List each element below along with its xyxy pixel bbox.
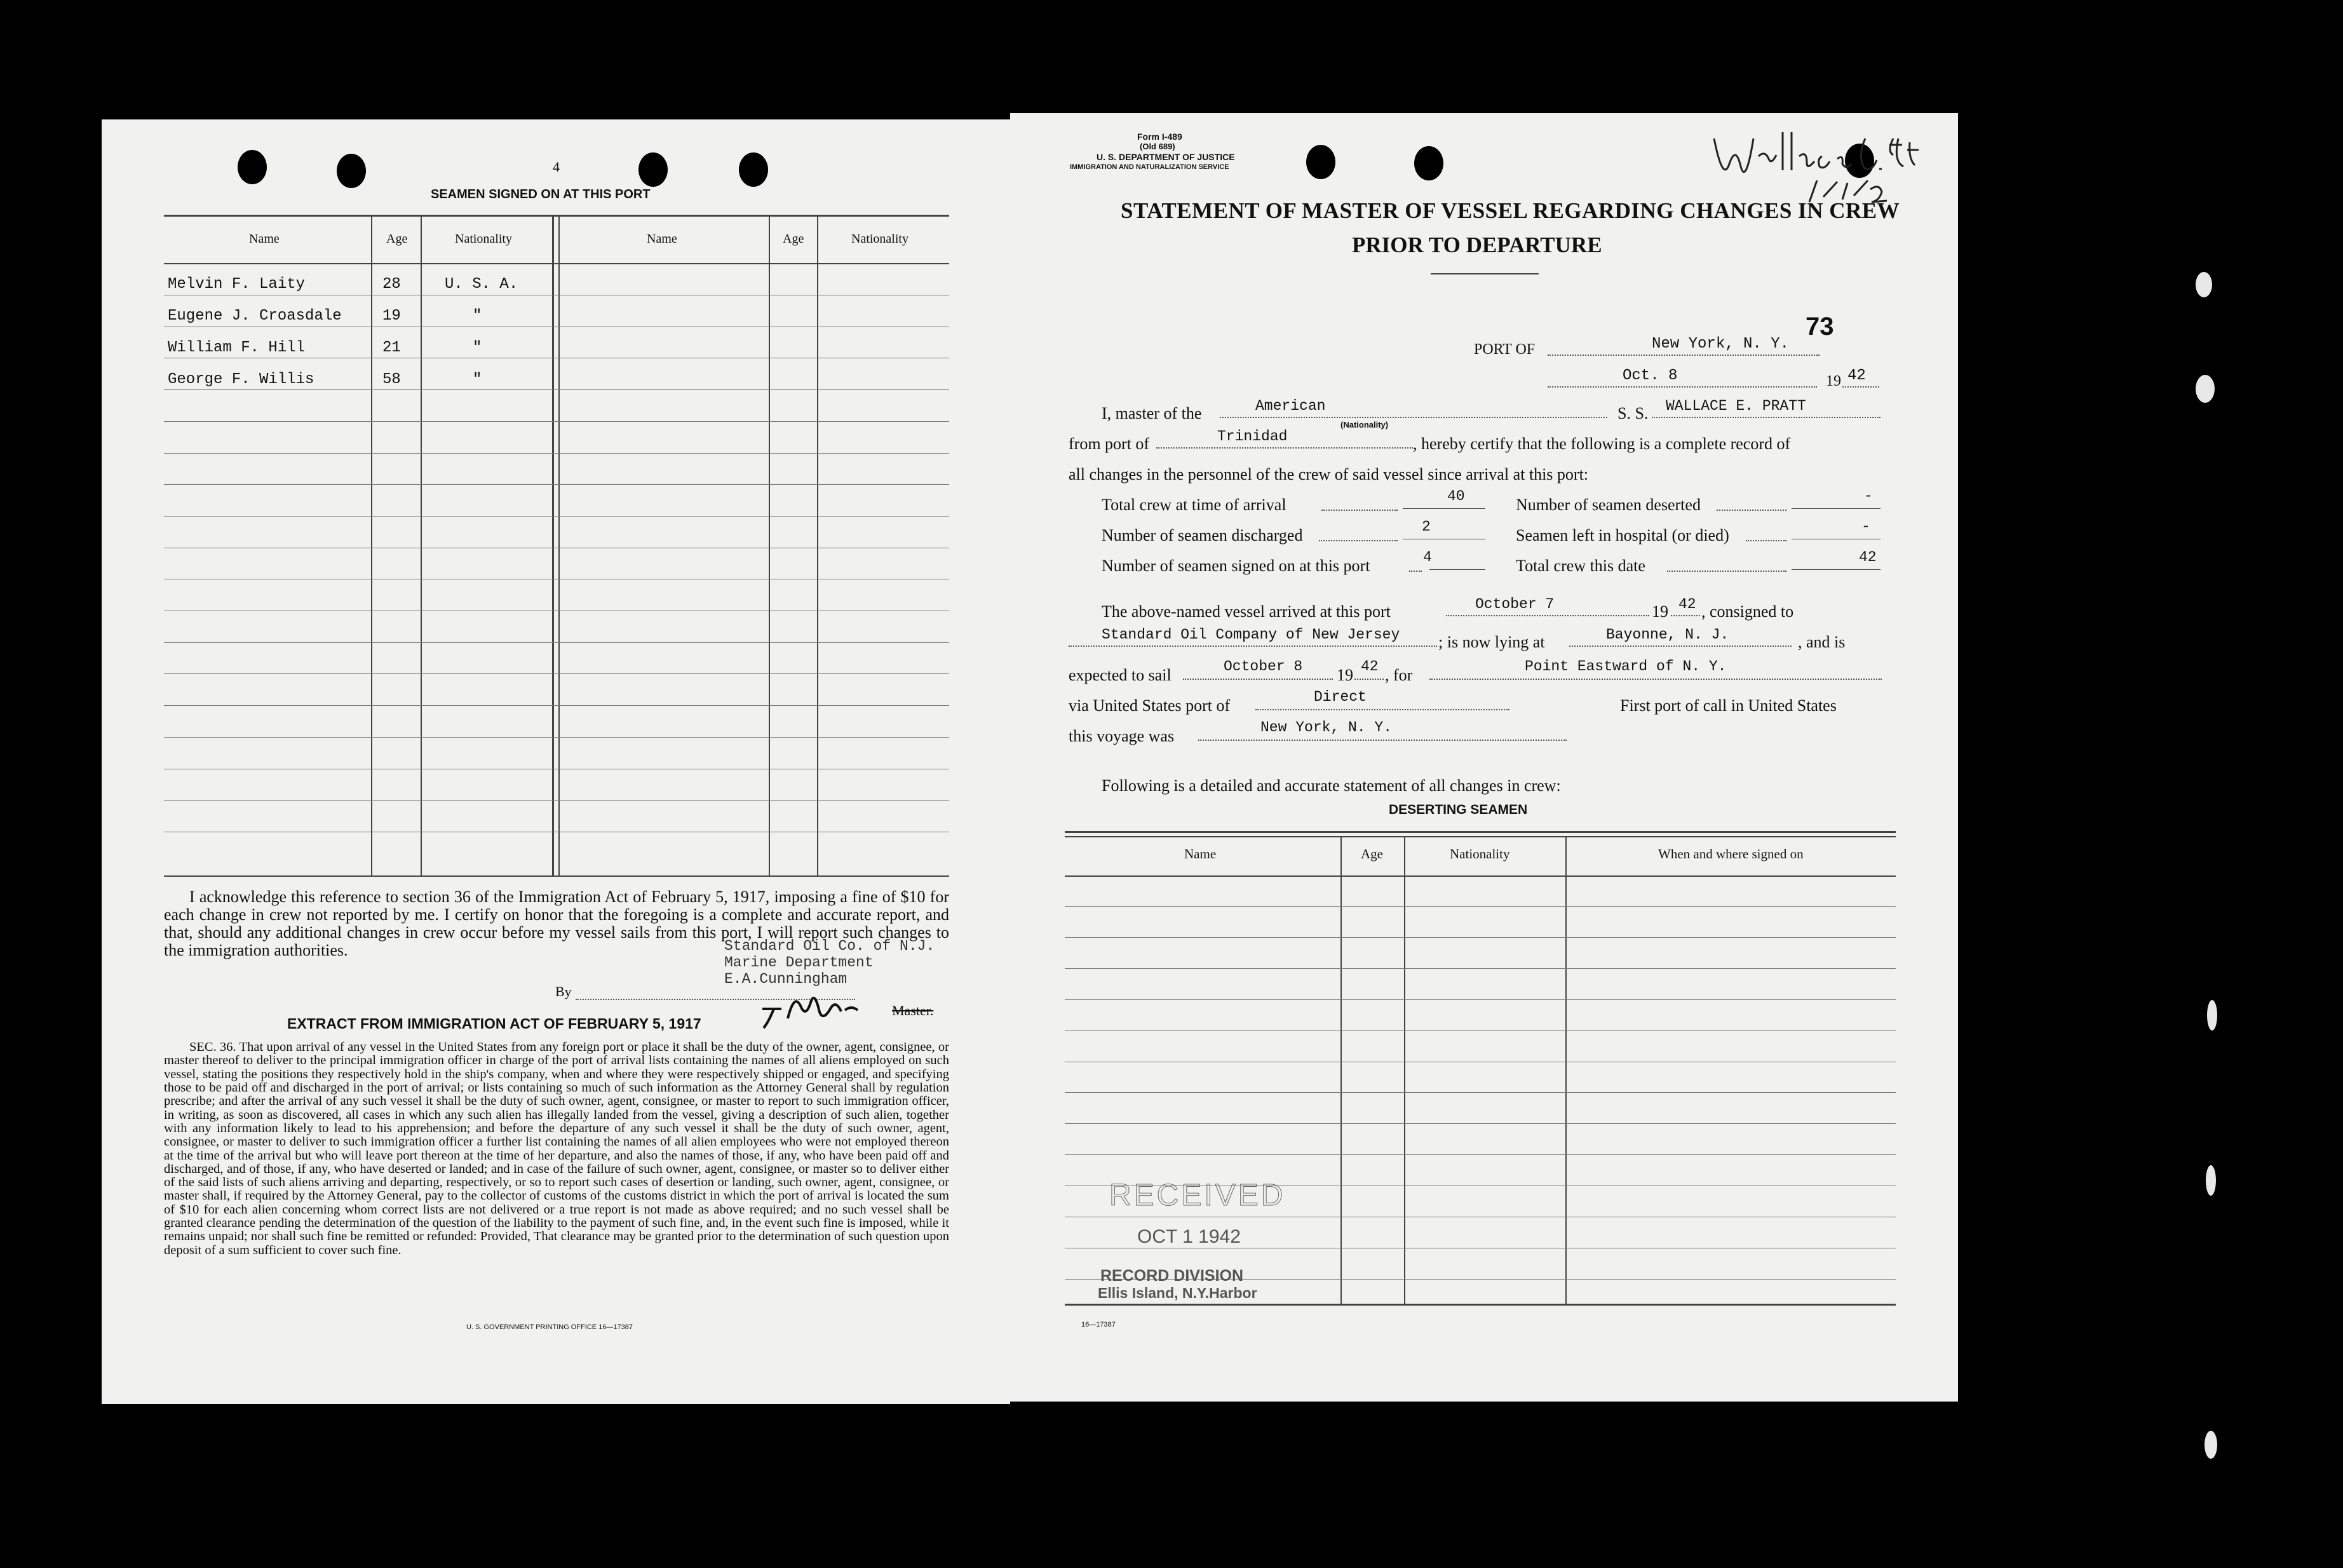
section-title: SEAMEN SIGNED ON AT THIS PORT <box>431 187 651 201</box>
crew-name: George F. Willis <box>168 371 314 388</box>
crew-name: Melvin F. Laity <box>168 276 306 293</box>
stat-label: Number of seamen signed on at this port <box>1102 557 1370 575</box>
crew-nationality: " <box>473 339 482 356</box>
col-rule <box>371 215 372 875</box>
stat-leader <box>1319 540 1398 541</box>
crew-age: 19 <box>382 308 401 325</box>
form-code: 16—17387 <box>1081 1321 1116 1328</box>
stat-value: 2 <box>1422 518 1431 535</box>
date-line <box>1548 386 1817 388</box>
port-value: New York, N. Y. <box>1652 335 1790 353</box>
sail-year-line <box>1354 679 1384 680</box>
col-rule <box>421 215 422 875</box>
stat-leader <box>1321 510 1398 511</box>
form-number: Form I-489 <box>1137 132 1182 142</box>
from-port-label: from port of <box>1069 435 1150 453</box>
arrived-line <box>1446 615 1649 616</box>
and-is-label: , and is <box>1798 633 1846 651</box>
consignee-line <box>1069 645 1437 647</box>
stat-value: 42 <box>1859 549 1877 565</box>
voyage-line <box>1198 740 1567 741</box>
table-row-rule <box>164 516 949 517</box>
lying-label: ; is now lying at <box>1438 633 1545 651</box>
sail-line <box>1183 679 1333 680</box>
sail-value: October 8 <box>1224 658 1303 675</box>
agent-stamp-line: Standard Oil Co. of N.J. <box>724 938 935 954</box>
col-header-age: Age <box>783 232 804 246</box>
crew-nationality: " <box>473 371 482 388</box>
edge-hole <box>2207 1000 2217 1031</box>
stat-line <box>1792 569 1880 570</box>
department-name: U. S. DEPARTMENT OF JUSTICE <box>1097 152 1235 162</box>
voyage-label: this voyage was <box>1069 727 1175 745</box>
arrived-value: October 7 <box>1475 596 1555 612</box>
all-changes-text: all changes in the personnel of the crew of said vessel since arrival at this port: <box>1069 465 1589 483</box>
received-stamp: RECEIVED <box>1109 1179 1286 1212</box>
form-title-line2: PRIOR TO DEPARTURE <box>1352 233 1602 257</box>
master-of-label: I, master of the <box>1102 404 1202 422</box>
crew-name: Eugene J. Croasdale <box>168 308 342 325</box>
stat-value: 40 <box>1447 488 1465 504</box>
from-port-value: Trinidad <box>1217 428 1288 445</box>
certify-text: , hereby certify that the following is a complete record of <box>1413 435 1791 453</box>
col-rule <box>558 215 560 875</box>
vessel-line <box>1652 417 1880 418</box>
table-bottom-rule <box>164 875 949 877</box>
destination-value: Point Eastward of N. Y. <box>1525 658 1727 675</box>
stat-label: Total crew at time of arrival <box>1102 496 1286 514</box>
agent-stamp-line: E.A.Cunningham <box>724 971 847 987</box>
table-row-rule <box>1065 1092 1896 1093</box>
punch-hole <box>238 150 267 184</box>
deserting-header-rule <box>1065 875 1896 877</box>
printing-office: U. S. GOVERNMENT PRINTING OFFICE 16—17387 <box>466 1323 633 1331</box>
table-row-rule <box>1065 937 1896 938</box>
stat-value: - <box>1861 518 1870 535</box>
arrived-year-prefix: 19 <box>1652 602 1668 621</box>
col-header-name: Name <box>647 232 677 246</box>
table-row-rule <box>1065 1154 1896 1155</box>
following-text: Following is a detailed and accurate statement of all changes in crew: <box>1102 776 1561 795</box>
table-row-rule <box>164 673 949 674</box>
title-rule <box>1431 273 1539 274</box>
col-header-age: Age <box>386 232 408 246</box>
table-row-rule <box>164 800 949 801</box>
deserting-title: DESERTING SEAMEN <box>1389 802 1528 817</box>
received-stamp-location: Ellis Island, N.Y.Harbor <box>1098 1285 1257 1301</box>
year-suffix: 42 <box>1847 367 1866 384</box>
right-page <box>1010 113 1958 1402</box>
table-row-rule <box>1065 1123 1896 1124</box>
col-header-name: Name <box>1184 846 1217 862</box>
table-row-rule <box>1065 906 1896 907</box>
extract-title: EXTRACT FROM IMMIGRATION ACT OF FEBRUARY 5, 1917 <box>287 1015 701 1032</box>
crew-age: 28 <box>382 276 401 293</box>
crew-nationality: U. S. A. <box>445 276 518 293</box>
received-stamp-division: RECORD DIVISION <box>1100 1267 1244 1285</box>
punch-hole <box>739 152 768 187</box>
table-row-rule <box>164 484 949 485</box>
extract-text: SEC. 36. That upon arrival of any vessel in the United States from any foreign port or place it shall be the duty of the owner, agent, consignee, or master thereof to deliver to the principal immigration officer in charge of the port of arrival lists containing the names of all aliens employed on such vessel, stating the positions they respectively hold in the ship's company, when and where they were respectively shipped or engaged, and specifying those to be paid off and discharged in the port of arrival; or lists containing so much of such information as the Attorney General shall by regulation prescribe; and after the arrival of any such vessel it shall be the duty of such owner, agent, consignee, or master to report to such immigration officer, in writing, as soon as discovered, all cases in which any such alien has illegally landed from the vessel, giving a description of such alien, together with any information likely to lead to his apprehension; and before the departure of any such vessel it shall be the duty of such owner, agent, consignee, or master to deliver to such immigration officer a further list containing the names of all alien employees who were not employed thereon at the time of the arrival but who will leave port thereon at the time of her departure, and also the names of those, if any, who have been paid off and discharged, and of those, if any, who have deserted or landed; and in case of the failure of such owner, agent, consignee, or master so to deliver either of the said lists of such aliens arriving and departing, respectively, or so to report such cases of desertion or landing, such owner, agent, consignee, or master shall, if required by the Attorney General, pay to the collector of customs of the customs district in which the port of arrival is located the sum of $10 for each alien concerning whom correct lists are not delivered or a true report is not made as above required; and no such vessel shall be granted clearance pending the determination of the question of the liability to the payment of such fine, and, in the event such fine is imposed, while it remains unpaid; nor shall such fine be remitted or refunded: Provided, That clearance may be granted prior to the determination of such question upon deposit of a sum sufficient to cover such fine. <box>164 1040 949 1257</box>
col-header-signed-on: When and where signed on <box>1658 846 1804 862</box>
punch-hole <box>1414 146 1443 180</box>
table-header-rule <box>164 263 949 264</box>
crew-age: 58 <box>382 371 401 388</box>
via-label: via United States port of <box>1069 696 1231 715</box>
year-prefix: 19 <box>1826 373 1841 389</box>
crew-name: William F. Hill <box>168 339 306 356</box>
col-header-nationality: Nationality <box>1450 846 1510 862</box>
service-name: IMMIGRATION AND NATURALIZATION SERVICE <box>1070 163 1229 171</box>
nationality-value: American <box>1255 398 1326 414</box>
stat-label: Seamen left in hospital (or died) <box>1516 526 1729 544</box>
arrived-year-line <box>1671 615 1700 616</box>
nationality-caption: (Nationality) <box>1340 420 1389 429</box>
punch-hole <box>638 152 668 187</box>
voyage-value: New York, N. Y. <box>1260 719 1393 736</box>
edge-hole <box>2196 272 2212 297</box>
table-row-rule <box>164 453 949 454</box>
stat-label: Number of seamen discharged <box>1102 526 1303 544</box>
table-top-rule <box>164 215 949 217</box>
nationality-line <box>1220 417 1607 418</box>
from-port-line <box>1156 447 1413 449</box>
sail-year-suffix: 42 <box>1361 658 1379 675</box>
via-line <box>1255 709 1509 710</box>
sail-year-prefix: 19 <box>1337 666 1353 684</box>
date-value: Oct. 8 <box>1623 367 1678 384</box>
deserting-top-rule <box>1065 836 1896 837</box>
handwritten-note <box>1708 119 1955 221</box>
destination-line <box>1429 679 1882 680</box>
stat-leader <box>1717 510 1786 511</box>
deserting-top-rule <box>1065 831 1896 833</box>
col-rule <box>552 215 554 875</box>
port-label: PORT OF <box>1474 341 1536 358</box>
page-ref: 73 <box>1806 313 1834 341</box>
stat-leader <box>1409 571 1422 572</box>
table-row-rule <box>164 705 949 706</box>
table-row-rule <box>164 642 949 643</box>
expected-label: expected to sail <box>1069 666 1172 684</box>
stat-line <box>1403 508 1485 509</box>
table-row-rule <box>164 737 949 738</box>
col-header-nationality: Nationality <box>851 232 908 246</box>
deserting-bottom-rule <box>1065 1304 1896 1306</box>
punch-hole <box>337 154 366 188</box>
lying-value: Bayonne, N. J. <box>1606 626 1729 643</box>
arrived-year-suffix: 42 <box>1678 596 1696 612</box>
consigned-label: , consigned to <box>1701 602 1794 621</box>
received-stamp-date: OCT 1 1942 <box>1137 1226 1241 1247</box>
edge-hole <box>2205 1431 2217 1459</box>
form-title-line1: STATEMENT OF MASTER OF VESSEL REGARDING CHANGES IN CREW <box>1121 198 1900 223</box>
ss-label: S. S. <box>1617 404 1649 422</box>
by-label: By <box>555 983 572 999</box>
master-label: Master. <box>892 1003 934 1018</box>
edge-hole <box>2196 375 2215 403</box>
col-header-name: Name <box>249 232 280 246</box>
table-row-rule <box>164 421 949 422</box>
arrived-label: The above-named vessel arrived at this port <box>1102 602 1391 621</box>
col-header-age: Age <box>1361 846 1383 862</box>
via-value: Direct <box>1314 689 1367 705</box>
table-row-rule <box>164 389 949 390</box>
crew-age: 21 <box>382 339 401 356</box>
stat-label: Total crew this date <box>1516 557 1645 575</box>
for-label: , for <box>1385 666 1413 684</box>
edge-hole <box>2206 1165 2216 1196</box>
acknowledgement-text: I acknowledge this reference to section 36 of the Immigration Act of February 5, 1917, imposing a fine of $10 for each change in crew not reported by me. I certify on honor that the foregoing is a complete and accurate report, and that, should any additional changes in crew occur before my vessel sails from this port, I will report such changes to the immigration authorities. <box>164 888 949 960</box>
crew-nationality: " <box>473 308 482 325</box>
port-line <box>1548 355 1820 356</box>
page-number: 4 <box>553 159 560 175</box>
lying-line <box>1569 645 1792 647</box>
consignee-value: Standard Oil Company of New Jersey <box>1102 626 1400 643</box>
agent-stamp-line: Marine Department <box>724 954 874 971</box>
stat-value: 4 <box>1423 549 1432 565</box>
stat-line <box>1429 569 1485 570</box>
col-rule <box>817 215 818 875</box>
form-old-number: (Old 689) <box>1140 142 1175 151</box>
stat-label: Number of seamen deserted <box>1516 496 1701 514</box>
left-page <box>102 119 1010 1404</box>
stat-leader <box>1746 540 1786 541</box>
vessel-name: WALLACE E. PRATT <box>1666 398 1806 414</box>
stat-line <box>1792 508 1880 509</box>
master-signature <box>756 983 870 1034</box>
col-rule <box>769 215 770 875</box>
punch-hole <box>1306 145 1335 179</box>
table-row-rule <box>1065 968 1896 969</box>
first-port-label: First port of call in United States <box>1620 696 1837 715</box>
stat-leader <box>1667 571 1786 572</box>
year-line <box>1842 386 1879 388</box>
table-row-rule <box>1065 999 1896 1000</box>
stat-value: - <box>1864 488 1873 504</box>
col-header-nationality: Nationality <box>455 232 512 246</box>
